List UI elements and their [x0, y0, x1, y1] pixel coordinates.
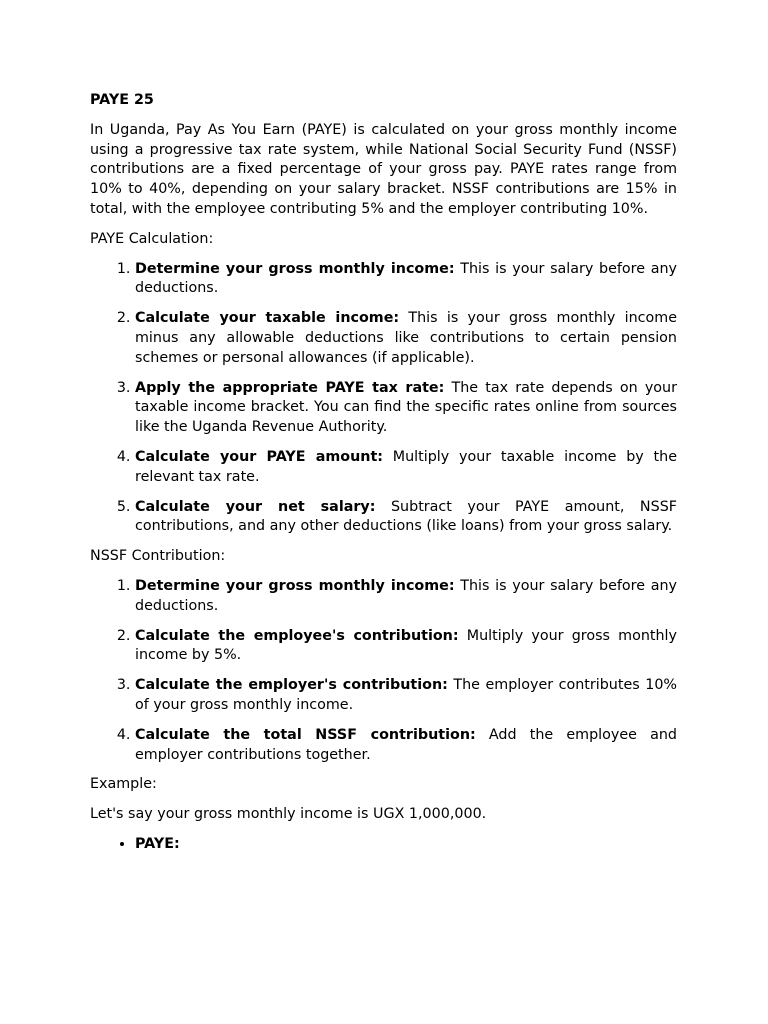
step-text: Multiply your gross monthly income by 5%.: [135, 627, 677, 664]
example-heading: Example:: [90, 776, 157, 793]
step-label: Determine your gross monthly income:: [135, 577, 455, 594]
step-label: Calculate your taxable income:: [135, 310, 400, 327]
example-bullets-list: [90, 835, 677, 855]
list-item: [135, 627, 677, 667]
list-item: [135, 498, 677, 538]
step-text: The tax rate depends on your taxable income bracket. You can find the specific rates online from sources like the Uganda Revenue Authority.: [135, 379, 677, 436]
list-item: [135, 309, 677, 368]
list-item: [135, 835, 677, 855]
step-text: Multiply your taxable income by the relevant tax rate.: [135, 448, 677, 485]
step-label: Calculate the employee's contribution:: [135, 627, 459, 644]
document-page: [90, 91, 677, 865]
paye-steps-list: [90, 260, 677, 538]
step-text: This is your salary before any deductions.: [135, 260, 677, 297]
step-label: Determine your gross monthly income:: [135, 260, 455, 277]
step-text: Add the employee and employer contributions together.: [135, 726, 677, 763]
list-item: [135, 260, 677, 300]
intro-paragraph: In Uganda, Pay As You Earn (PAYE) is calculated on your gross monthly income using a progressive tax rate system, while National Social Security Fund (NSSF) contributions are a fixed percentage of your gross pay. PAYE rates range from 10% to 40%, depending on your salary bracket. NSSF contributions are 15% in total, with the employee contributing 5% and the employer contributing 10%.: [90, 121, 677, 217]
step-label: Calculate your PAYE amount:: [135, 448, 383, 465]
step-text: This is your gross monthly income minus any allowable deductions like contributions to certain pension schemes or personal allowances (if applicable).: [135, 310, 677, 366]
step-label: Calculate the total NSSF contribution:: [135, 726, 476, 743]
step-label: Calculate the employer's contribution:: [135, 677, 448, 694]
list-item: [135, 676, 677, 716]
list-item: [135, 448, 677, 488]
bullet-label: PAYE:: [135, 835, 180, 852]
step-text: This is your salary before any deductions.: [135, 577, 677, 614]
document-title: PAYE 25: [90, 92, 154, 108]
step-label: Apply the appropriate PAYE tax rate:: [135, 379, 445, 396]
list-item: [135, 379, 677, 438]
list-item: [135, 577, 677, 617]
nssf-steps-list: [90, 577, 677, 765]
nssf-heading: NSSF Contribution:: [90, 548, 226, 565]
example-text: Let's say your gross monthly income is UGX 1,000,000.: [90, 806, 487, 823]
step-text: Subtract your PAYE amount, NSSF contributions, and any other deductions (like loans) from your gross salary.: [135, 498, 677, 535]
paye-heading: PAYE Calculation:: [90, 230, 214, 247]
step-text: The employer contributes 10% of your gross monthly income.: [135, 677, 677, 713]
step-label: Calculate your net salary:: [135, 498, 376, 515]
list-item: [135, 726, 677, 766]
